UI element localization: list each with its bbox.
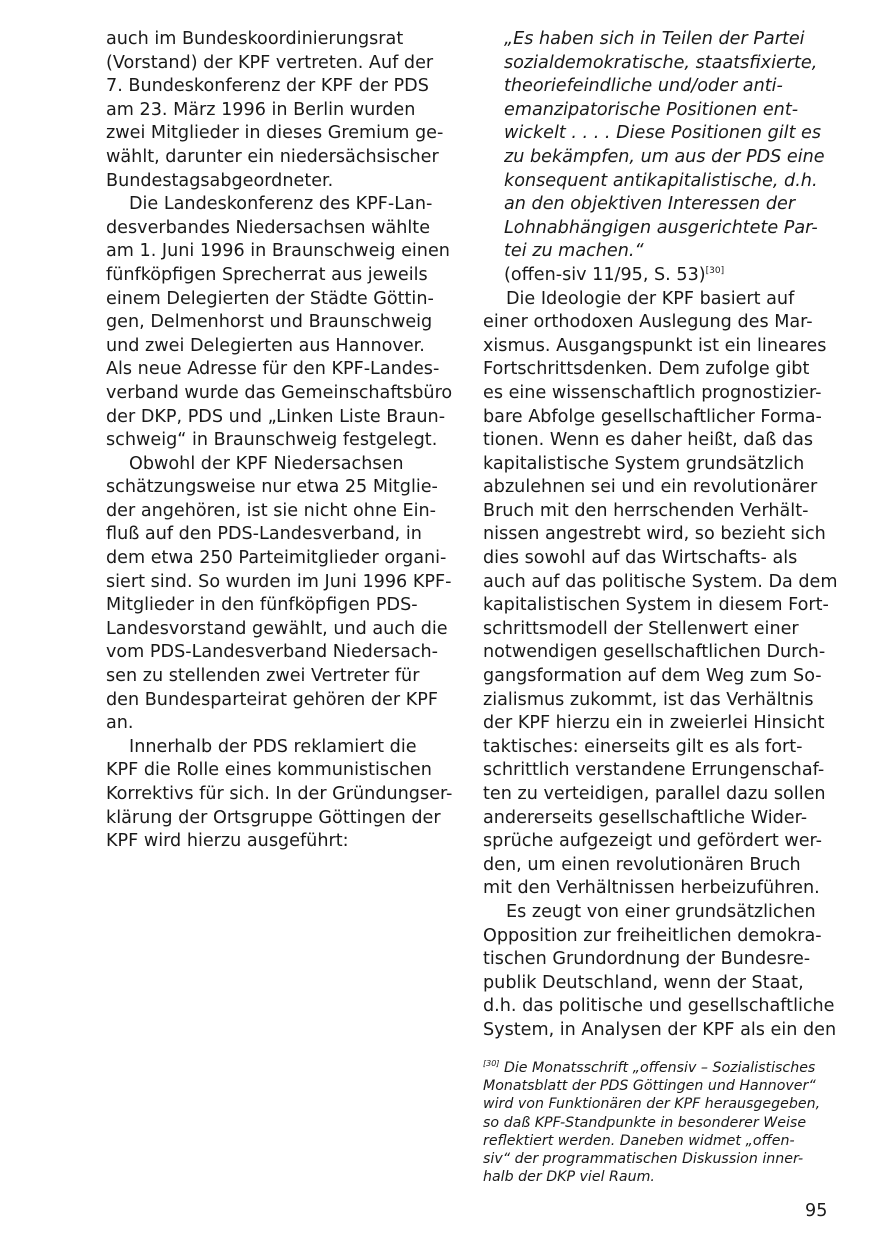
citation-text: (offen-siv 11/95, S. 53) [504,264,706,285]
text-line: nissen angestrebt wird, so bezieht sich [483,524,826,545]
text-line: (Vorstand) der KPF vertreten. Auf der [106,52,434,73]
text-line: Mitglieder in den fünfköpfigen PDS- [106,595,418,616]
text-line: Fortschrittsdenken. Dem zufolge gibt [483,359,810,380]
text-line: zialismus zukommt, ist das Verhältnis [483,689,814,710]
right-body [483,288,838,1043]
text-line: 7. Bundeskonferenz der KPF der PDS [106,76,429,97]
text-line: der angehören, ist sie nicht ohne Ein- [106,500,437,521]
footnote-text: Die Monatsschrift „offensiv – Sozialistisches [503,1060,816,1076]
text-line: der KPF hierzu ein in zweierlei Hinsicht [483,713,825,734]
text-line: den Bundesparteirat gehören der KPF [106,689,438,710]
text-line: Obwohl der KPF Niedersachsen [129,453,404,474]
page-number: 95 [805,1201,828,1221]
quote-line: Lohnabhängigen ausgerichtete Par- [504,217,818,238]
text-line: Die Ideologie der KPF basiert auf [506,288,795,309]
text-line: wählt, darunter ein niedersächsischer [106,146,439,167]
text-line: schätzungsweise nur etwa 25 Mitglie- [106,477,438,498]
quote-line: tei zu machen.“ [504,241,644,262]
text-line: und zwei Delegierten aus Hannover. [106,335,425,356]
text-line: dies sowohl auf das Wirtschafts- als [483,548,798,569]
quote-line: sozialdemokratische, staatsfixierte, [504,52,818,73]
text-line: einer orthodoxen Auslegung des Mar- [483,312,813,333]
text-line: Innerhalb der PDS reklamiert die [129,736,417,757]
text-line: Bruch mit den herrschenden Verhält- [483,500,809,521]
quote-line: zu bekämpfen, um aus der PDS eine [504,146,825,167]
quote-line: emanzipatorische Positionen ent- [504,99,799,120]
quote-line: „Es haben sich in Teilen der Partei [504,29,805,49]
text-line: einem Delegierten der Städte Göttin- [106,288,434,309]
text-line: ten zu verteidigen, parallel dazu sollen [483,784,826,804]
footnote-marker: [30] [483,1059,500,1068]
text-line: am 23. März 1996 in Berlin wurden [106,99,416,120]
text-line: Landesvorstand gewählt, und auch die [106,618,448,639]
text-line: dem etwa 250 Parteimitglieder organi- [106,548,447,569]
text-line: zwei Mitglieder in dieses Gremium ge- [106,123,444,144]
quote-line: theoriefeindliche und/oder anti- [504,76,783,97]
text-line: andererseits gesellschaftliche Wider- [483,807,808,828]
text-line: gen, Delmenhorst und Braunschweig [106,312,433,333]
text-line: sprüche aufgezeigt und gefördert wer- [483,831,823,852]
text-line: siert sind. So wurden im Juni 1996 KPF- [106,571,452,592]
text-line: den, um einen revolutionären Bruch [483,854,801,875]
left-column [106,28,451,854]
quote-line: an den objektiven Interessen der [504,194,796,215]
text-line: der DKP, PDS und „Linken Liste Braun- [106,406,446,427]
footnote-line: halb der DKP viel Raum. [483,1169,655,1186]
text-line: an. [106,713,134,734]
footnote-line: so daß KPF-Standpunkte in besonderer Weise [483,1114,807,1131]
text-line: Opposition zur freiheitlichen demokra- [483,925,822,946]
text-line: publik Deutschland, wenn der Staat, [483,972,804,993]
text-line: Es zeugt von einer grundsätzlichen [506,901,816,922]
text-line: Die Landeskonferenz des KPF-Lan- [129,194,433,215]
text-line: schweig“ in Braunschweig festgelegt. [106,430,438,451]
text-line: schrittsmodell der Stellenwert einer [483,618,799,639]
quote-citation [483,264,828,288]
text-line: verband wurde das Gemeinschaftsbüro [106,382,453,403]
text-line: auch im Bundeskoordinierungsrat [106,29,404,49]
text-line: desverbandes Niedersachsen wählte [106,217,431,238]
text-line: abzulehnen sei und ein revolutionärer [483,477,818,498]
footnote-line: siv“ der programmatischen Diskussion inner- [483,1151,804,1168]
text-line: KPF die Rolle eines kommunistischen [106,760,432,781]
footnote-line: reflektiert werden. Daneben widmet „offen- [483,1132,795,1149]
text-line: vom PDS-Landesverband Niedersach- [106,642,439,663]
text-line: es eine wissenschaftlich prognostizier- [483,382,822,403]
text-line: System, in Analysen der KPF als ein den [483,1019,837,1040]
text-line: Als neue Adresse für den KPF-Landes- [106,359,440,380]
quote-line: konsequent antikapitalistische, d.h. [504,170,818,191]
text-line: auch auf das politische System. Da dem [483,571,838,592]
text-line: gangsformation auf dem Weg zum So- [483,666,822,687]
text-line: mit den Verhältnissen herbeizuführen. [483,878,820,899]
text-line: fünfköpfigen Sprecherrat aus jeweils [106,264,428,285]
text-line: taktisches: einerseits gilt es als fort- [483,736,803,757]
footnote-line: Monatsblatt der PDS Göttingen und Hannover“ [483,1078,816,1095]
right-column [483,28,838,1043]
block-quote [483,28,828,264]
text-line: Korrektivs für sich. In der Gründungser- [106,784,453,804]
footnote-line [483,1059,828,1077]
text-line: tionen. Wenn es daher heißt, daß das [483,430,814,451]
text-line: klärung der Ortsgruppe Göttingen der [106,807,441,828]
text-line: kapitalistische System grundsätzlich [483,453,805,474]
quote-line: wickelt . . . . Diese Positionen gilt es [504,123,822,144]
text-line: tischen Grundordnung der Bundesre- [483,949,811,970]
text-line: d.h. das politische und gesellschaftliche [483,996,835,1017]
text-line: bare Abfolge gesellschaftlicher Forma- [483,406,822,427]
footnote [483,1059,828,1186]
text-line: schrittlich verstandene Errungenschaf- [483,760,825,781]
text-line: KPF wird hierzu ausgeführt: [106,831,349,852]
text-line: am 1. Juni 1996 in Braunschweig einen [106,241,450,262]
text-line: sen zu stellenden zwei Vertreter für [106,666,420,687]
citation-footnote-ref[interactable]: [30] [705,265,725,276]
text-line: fluß auf den PDS-Landesverband, in [106,524,422,545]
text-line: notwendigen gesellschaftlichen Durch- [483,642,826,663]
footnote-line: wird von Funktionären der KPF herausgegeben, [483,1096,821,1113]
text-line: Bundestagsabgeordneter. [106,170,334,191]
text-line: kapitalistischen System in diesem Fort- [483,595,829,616]
text-line: xismus. Ausgangspunkt ist ein lineares [483,335,827,356]
